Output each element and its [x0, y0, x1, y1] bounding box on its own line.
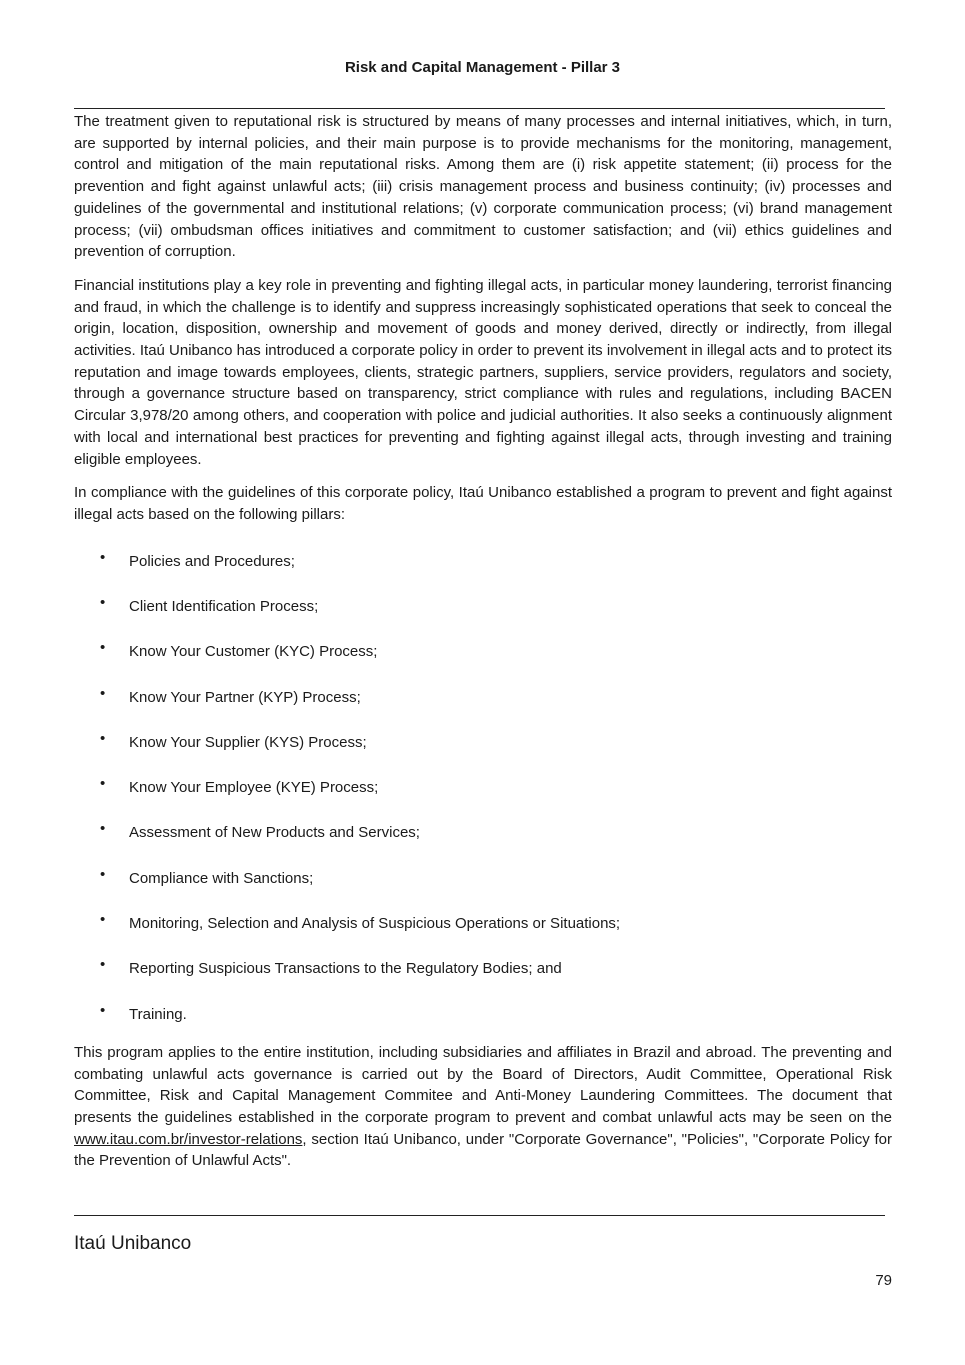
list-item — [74, 809, 892, 854]
paragraph-financial-institutions: Financial institutions play a key role in preventing and fighting illegal acts, in particular money laundering, terrorist financing and fraud, in which the challenge is to identify and suppress increasingly sophisticated operations that seek to conceal the origin, location, disposition, ownership and movement of goods and money derived, directly or indirectly, from illegal activities. Itaú Unibanco has introduced a corporate policy in order to prevent its involvement in illegal acts and to protect its reputation and image towards employees, clients, strategic partners, suppliers, service providers, regulators and society, through a governance structure based on transparency, strict compliance with rules and regulations, including BACEN Circular 3,978/20 among others, and cooperation with police and judicial authorities. It also seeks a continuously alignment with local and international best practices for preventing and fighting against illegal acts, through investing and training eligible employees. — [74, 276, 892, 468]
footer-divider — [74, 1215, 885, 1216]
paragraph-reputational-risk: The treatment given to reputational risk is structured by means of many processes and internal initiatives, which, in turn, are supported by internal policies, and their main purpose is to provide mechanisms for the monitoring, management, control and mitigation of the main reputational risks. Among them are (i) risk appetite statement; (ii) process for the prevention and fight against unlawful acts; (iii) crisis management process and business continuity; (iv) processes and guidelines of the governmental and institutional relations; (v) corporate communication process; (vi) brand management process; (vii) ombudsman offices initiatives and commitment to customer satisfaction; and (vii) ethics guidelines and prevention of corruption. — [74, 113, 892, 261]
list-item-text: Training. — [129, 1005, 187, 1023]
list-item — [74, 628, 892, 673]
list-item — [74, 945, 892, 990]
list-item-text: Know Your Customer (KYC) Process; — [129, 643, 378, 661]
list-item — [74, 900, 892, 945]
list-item-text: Know Your Employee (KYE) Process; — [129, 779, 379, 797]
bullet-icon: • — [100, 865, 106, 883]
bullet-icon: • — [100, 956, 106, 974]
bullet-icon: • — [100, 1001, 106, 1019]
header-divider — [74, 108, 885, 109]
document-body — [74, 111, 892, 1184]
list-item — [74, 583, 892, 628]
paragraph-program-intro: In compliance with the guidelines of this corporate policy, Itaú Unibanco established a program to prevent and fight against illegal acts based on the following pillars: — [74, 484, 892, 523]
paragraph-program-scope — [74, 1042, 892, 1172]
list-item-text: Know Your Partner (KYP) Process; — [129, 688, 361, 706]
list-item — [74, 991, 892, 1036]
bullet-icon: • — [100, 775, 106, 793]
page-header-title: Risk and Capital Management - Pillar 3 — [344, 59, 621, 76]
page-number: 79 — [875, 1272, 892, 1289]
list-item — [74, 719, 892, 764]
pillars-list — [74, 538, 892, 1036]
list-item-text: Know Your Supplier (KYS) Process; — [129, 733, 367, 751]
bullet-icon: • — [100, 593, 106, 611]
footer-organization: Itaú Unibanco — [74, 1233, 192, 1254]
paragraph-text-before-link: This program applies to the entire institution, including subsidiaries and affiliates in Brazil and abroad. The preventing and combating unlawful acts governance is carried out by the Board of Directors, Audit Committee, Operational Risk Committee, Risk and Capital Management Commitee and Anti-Money Laundering Committees. The document that presents the guidelines established in the corporate program to prevent and combat unlawful acts may be seen on the — [74, 1043, 892, 1127]
list-item-text: Compliance with Sanctions; — [129, 869, 314, 887]
list-item — [74, 855, 892, 900]
bullet-icon: • — [100, 639, 106, 657]
list-item-text: Reporting Suspicious Transactions to the Regulatory Bodies; and — [129, 960, 562, 978]
bullet-icon: • — [100, 684, 106, 702]
list-item — [74, 674, 892, 719]
bullet-icon: • — [100, 911, 106, 929]
list-item-text: Policies and Procedures; — [129, 552, 295, 570]
paragraph-text-after-link: , section Itaú Unibanco, under "Corporate Governance", "Policies", "Corporate Policy for the Prevention of Unlawful Acts". — [74, 1130, 892, 1170]
investor-relations-link[interactable]: www.itau.com.br/investor-relations — [74, 1130, 303, 1148]
list-item — [74, 538, 892, 583]
pillars-list-container — [74, 538, 892, 1036]
bullet-icon: • — [100, 548, 106, 566]
bullet-icon: • — [100, 820, 106, 838]
bullet-icon: • — [100, 729, 106, 747]
list-item-text: Client Identification Process; — [129, 597, 319, 615]
list-item — [74, 764, 892, 809]
list-item-text: Monitoring, Selection and Analysis of Suspicious Operations or Situations; — [129, 915, 621, 933]
list-item-text: Assessment of New Products and Services; — [129, 824, 420, 842]
